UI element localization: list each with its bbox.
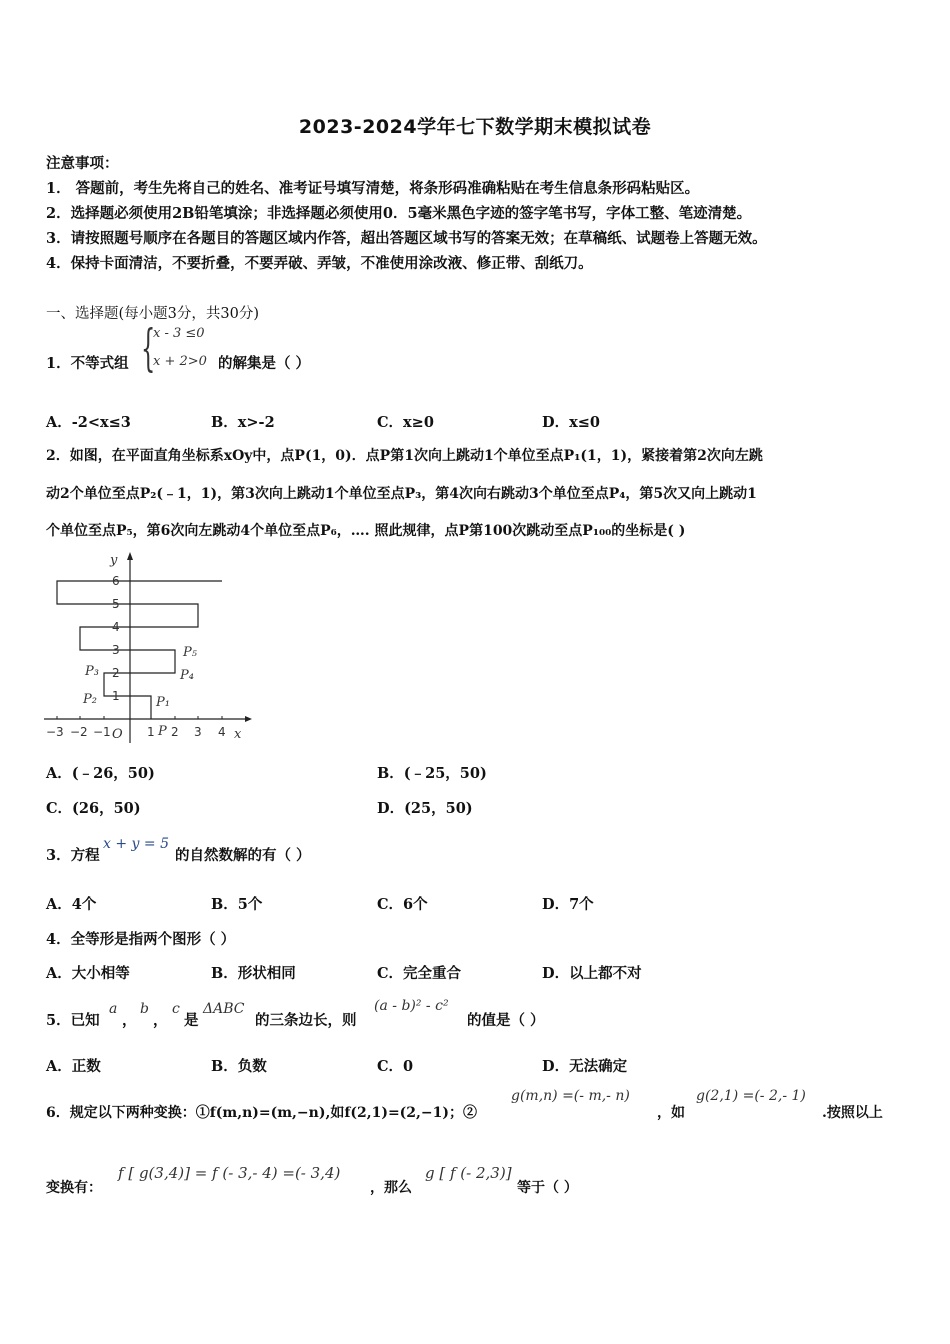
x-tick-2: 2 [171,725,179,739]
x-tick-neg3: −3 [46,725,64,739]
brace-icon: { [141,319,156,377]
x-tick-1: 1 [147,725,155,739]
x-tick-3: 3 [194,725,202,739]
y-tick-1: 1 [112,689,120,703]
y-tick-4: 4 [112,620,120,634]
q5-choice-c[interactable]: C．0 [377,1058,414,1075]
q6-example: g(2,1) =(- 2,- 1) [696,1088,806,1104]
q6-line2-expression-2: g [ f (- 2,3)] [425,1164,512,1182]
q1-system-row-2: x + 2>0 [153,354,207,369]
q5-mid-2: 的三条边长，则 [255,1012,357,1029]
y-tick-2: 2 [112,666,120,680]
q6-line2-prefix: 变换有： [46,1180,102,1196]
q3-suffix: 的自然数解的有（ ） [175,847,311,864]
q3-prefix: 3．方程 [46,847,100,864]
q2-text-line-1: 2．如图，在平面直角坐标系xOy中，点P(1，0)．点P第1次向上跳动1个单位至点P₁(1，1)，紧接着第2次向左跳 [46,448,763,464]
y-tick-3: 3 [112,643,120,657]
notice-item-3: 3．请按照题号顺序在各题目的答题区域内作答，超出答题区域书写的答案无效；在草稿纸、试题卷上答题无效。 [46,230,767,247]
q5-var-c: c [172,1001,180,1017]
x-tick-neg1: −1 [93,725,111,739]
q4-text: 4．全等形是指两个图形（ ） [46,931,236,948]
y-tick-5: 5 [112,597,120,611]
q6-line2-suffix: 等于（ ） [517,1180,578,1196]
q5-var-b: b [140,1001,149,1017]
q1-choice-d[interactable]: D．x≤0 [542,414,600,431]
q1-prefix: 1．不等式组 [46,355,129,372]
notice-item-1: 1． 答题前，考生先将自己的姓名、准考证号填写清楚，将条形码准确粘贴在考生信息条形码粘贴区。 [46,180,700,197]
q2-choice-b[interactable]: B．(﹣25，50) [377,765,487,782]
q3-choice-a[interactable]: A．4个 [46,896,97,913]
y-tick-6: 6 [112,574,120,588]
q1-choice-b[interactable]: B．x>-2 [211,414,275,431]
x-tick-4: 4 [218,725,226,739]
q1-choice-a[interactable]: A．-2<x≤3 [46,414,131,431]
q4-choice-b[interactable]: B．形状相同 [211,965,296,982]
q1-inequality-system [141,319,221,380]
x-tick-neg2: −2 [70,725,88,739]
q5-mid: 是 [184,1012,199,1029]
q5-var-a: a [109,1001,118,1017]
point-p-label: P [158,724,167,739]
x-axis-arrow-icon [245,716,252,722]
notice-item-2: 2．选择题必须使用2B铅笔填涂；非选择题必须使用0．5毫米黑色字迹的签字笔书写，字体工整、笔迹清楚。 [46,205,752,222]
q4-choice-d[interactable]: D．以上都不对 [542,965,642,982]
point-p2-label: P₂ [83,692,97,707]
q1-system-row-1: x - 3 ≤0 [153,326,205,341]
notice-heading: 注意事项： [46,155,119,172]
q4-choice-c[interactable]: C．完全重合 [377,965,462,982]
q2-coordinate-graph [40,548,255,748]
y-axis-arrow-icon [127,552,133,560]
q6-rule-2: g(m,n) =(- m,- n) [511,1088,630,1104]
q4-choice-a[interactable]: A．大小相等 [46,965,130,982]
q3-choice-c[interactable]: C．6个 [377,896,428,913]
point-p1-label: P₁ [156,695,170,710]
q5-sep-2: ， [153,1012,168,1029]
q5-choice-a[interactable]: A．正数 [46,1058,101,1075]
point-p5-label: P₅ [183,645,197,660]
q2-choice-c[interactable]: C．(26，50) [46,800,141,817]
origin-label: O [112,727,123,742]
q1-suffix: 的解集是（ ） [218,355,311,372]
q6-prefix: 6．规定以下两种变换：①f(m,n)=(m,−n),如f(2,1)=(2,−1)；② [46,1105,478,1121]
q5-expression: (a - b)² - c² [374,998,449,1014]
notice-item-4: 4．保持卡面清洁，不要折叠，不要弄破、弄皱，不准使用涂改液、修正带、刮纸刀。 [46,255,593,272]
q2-choice-a[interactable]: A．(﹣26，50) [46,765,155,782]
q5-triangle: ΔABC [203,1001,245,1017]
q2-text-line-2: 动2个单位至点P₂(﹣1，1)，第3次向上跳动1个单位至点P₃，第4次向右跳动3个单位至点P₄，第5次又向上跳动1 [46,486,757,502]
q5-choice-b[interactable]: B．负数 [211,1058,267,1075]
q5-suffix: 的值是（ ） [467,1012,545,1029]
q6-mid: ，如 [657,1105,685,1121]
q1-choice-c[interactable]: C．x≥0 [377,414,434,431]
q2-choice-d[interactable]: D．(25，50) [377,800,473,817]
q6-suffix: .按照以上 [822,1105,883,1121]
q5-prefix: 5．已知 [46,1012,100,1029]
section-heading: 一、选择题(每小题3分，共30分) [46,306,259,322]
y-axis-label: y [110,553,118,568]
point-p4-label: P₄ [180,668,194,683]
q6-line2-expression: f [ g(3,4)] = f (- 3,- 4) =(- 3,4) [118,1164,341,1182]
jump-path [57,581,222,719]
q3-choice-b[interactable]: B．5个 [211,896,263,913]
q5-sep-1: ， [122,1012,137,1029]
q3-choice-d[interactable]: D．7个 [542,896,594,913]
q3-equation: x + y = 5 [103,836,169,852]
q6-line2-mid: ，那么 [370,1180,412,1196]
point-p3-label: P₃ [85,664,99,679]
x-axis-label: x [234,727,242,742]
page-title: 2023-2024学年七下数学期末模拟试卷 [298,116,652,138]
q2-text-line-3: 个单位至点P₅，第6次向左跳动4个单位至点P₆，…. 照此规律，点P第100次跳动至点P₁₀₀的坐标是( ) [46,523,686,539]
q5-choice-d[interactable]: D．无法确定 [542,1058,628,1075]
